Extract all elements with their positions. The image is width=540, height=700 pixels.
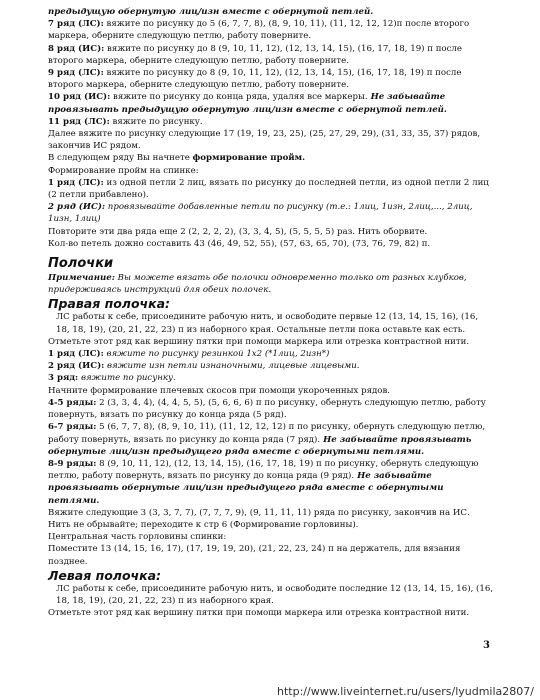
row-7: 7 ряд (ЛС): вяжите по рисунку до 5 (6, 7, 7, 8), (8, 9, 10, 11), (11, 12, 12, 12)п после второго маркера, оберните следующую петлю, работу поверните.: [48, 19, 470, 42]
note: Примечание: Вы можете вязать обе полочки одновременно только от разных клубков, придерживаясь инструкций для обеих полочек.: [48, 273, 467, 296]
text-line: ЛС работы к себе, присоедините рабочую нить, и освободите последние 12 (13, 14, 15, 16), (16, 18, 18, 19), (20, 21, 22, 23) п из наборного края.: [56, 583, 494, 606]
text-line: Вяжите следующие 3 (3, 3, 7, 7), (7, 7, 7, 9), (9, 11, 11, 11) ряда по рисунку, закончив на ИС.: [48, 507, 470, 518]
text-line: предыдущую обернутую лиц/изн вместе с обернутой петлей.: [48, 7, 374, 17]
text-line: В следующем ряду Вы начнете формирование пройм.: [48, 153, 306, 164]
row-11: 11 ряд (ЛС): вяжите по рисунку.: [48, 116, 203, 127]
armhole-row-1: 1 ряд (ЛС): из одной петли 2 лиц, вязать по рисунку до последней петли, из одной петли 2 лиц (2 петли прибавлено).: [48, 177, 489, 201]
rf-row-3: 3 ряд: вяжите по рисунку.: [48, 373, 176, 384]
row-10: 10 ряд (ИС): вяжите по рисунку до конца ряда, удаляя все маркеры. Не забывайте провязывать предыдущую обернутую лиц/изн вместе с обернутой петлей.: [48, 92, 447, 115]
page-number: 3: [483, 640, 490, 651]
document-page: [48, 6, 494, 619]
heading-left-front: Левая полочка:: [48, 567, 162, 583]
section-heading: Формирование пройм на спинке:: [48, 165, 199, 176]
row-8: 8 ряд (ИС): вяжите по рисунку до 8 (9, 10, 11, 12), (12, 13, 14, 15), (16, 17, 18, 19) п после второго маркера, оберните следующую петлю, работу поверните.: [48, 43, 462, 66]
watermark-url: http://www.liveinternet.ru/users/lyudmila2807/: [277, 685, 534, 698]
text-line: Далее вяжите по рисунку следующие 17 (19, 19, 23, 25), (25, 27, 29, 29), (31, 33, 35, 37) рядов, закончив ИС рядом.: [48, 129, 481, 152]
rf-rows-6-7: 6-7 ряды: 5 (6, 7, 7, 8), (8, 9, 10, 11), (11, 12, 12, 12) п по рисунку, обернуть следующую петлю, работу повернуть, вязать по рисунку до конца ряда (7 ряд). Не забывайте провязывать обернутые лиц/изн предыдущего ряда вместе с обернутыми петлями.: [48, 422, 486, 457]
heading-right-front: Правая полочка:: [48, 296, 171, 312]
text-line: Кол-во петель дожно составить 43 (46, 49, 52, 55), (57, 63, 65, 70), (73, 76, 79, 82) п.: [48, 238, 431, 249]
text-line: Отметьте этот ряд как вершину пятки при помощи маркера или отрезка контрастной нити.: [48, 336, 470, 347]
text-line: Начните формирование плечевых скосов при помощи укороченных рядов.: [48, 385, 391, 396]
row-9: 9 ряд (ЛС): вяжите по рисунку до 8 (9, 10, 11, 12), (12, 13, 14, 15), (16, 17, 18, 19) п после второго маркера, оберните следующую петлю, работу поверните.: [48, 68, 462, 91]
section-heading: Центральная часть горловины спинки:: [48, 532, 227, 543]
text-line: Поместите 13 (14, 15, 16, 17), (17, 19, 19, 20), (21, 22, 23, 24) п на держатель, для вязания позднее.: [48, 544, 461, 567]
text-line: Отметьте этот ряд как вершину пятки при помощи маркера или отрезка контрастной нити.: [48, 608, 470, 619]
rf-rows-8-9: 8-9 ряды: 8 (9, 10, 11, 12), (12, 13, 14, 15), (16, 17, 18, 19) п по рисунку, обернуть следующую петлю, работу повернуть, вязать по рисунку до конца ряда (9 ряд). Не забывайте провязывать обернутые лиц/изн предыдущего ряда вместе с обернутыми петлями.: [48, 458, 479, 506]
text-line: Повторите эти два ряда еще 2 (2, 2, 2, 2), (3, 3, 4, 5), (5, 5, 5, 5) раз. Нить оборвите.: [48, 226, 428, 237]
rf-row-1: 1 ряд (ЛС): вяжите по рисунку резинкой 1х2 (*1лиц, 2изн*): [48, 349, 330, 360]
text-line: Нить не обрывайте; переходите к стр 6 (Формирование горловины).: [48, 519, 359, 530]
text-line: ЛС работы к себе, присоедините рабочую нить, и освободите первые 12 (13, 14, 15, 16), (16, 18, 18, 19), (20, 21, 22, 23) п из наборного края. Остальные петли пока оставьте как есть.: [56, 312, 479, 335]
rf-rows-4-5: 4-5 ряды: 2 (3, 3, 4, 4), (4, 4, 5, 5), (5, 6, 6, 6) п по рисунку, обернуть следующую петлю, работу повернуть, вязать по рисунку до конца ряда (5 ряд).: [48, 397, 486, 421]
rf-row-2: 2 ряд (ИС): вяжите изн петли изнаночными, лицевые лицевыми.: [48, 361, 360, 372]
heading-polochki: Полочки: [48, 256, 114, 272]
armhole-row-2: 2 ряд (ИС): провязывайте добавленные петли по рисунку (т.е.: 1лиц, 1изн, 2лиц,..., 2лиц, 1изн, 1лиц): [48, 202, 473, 225]
